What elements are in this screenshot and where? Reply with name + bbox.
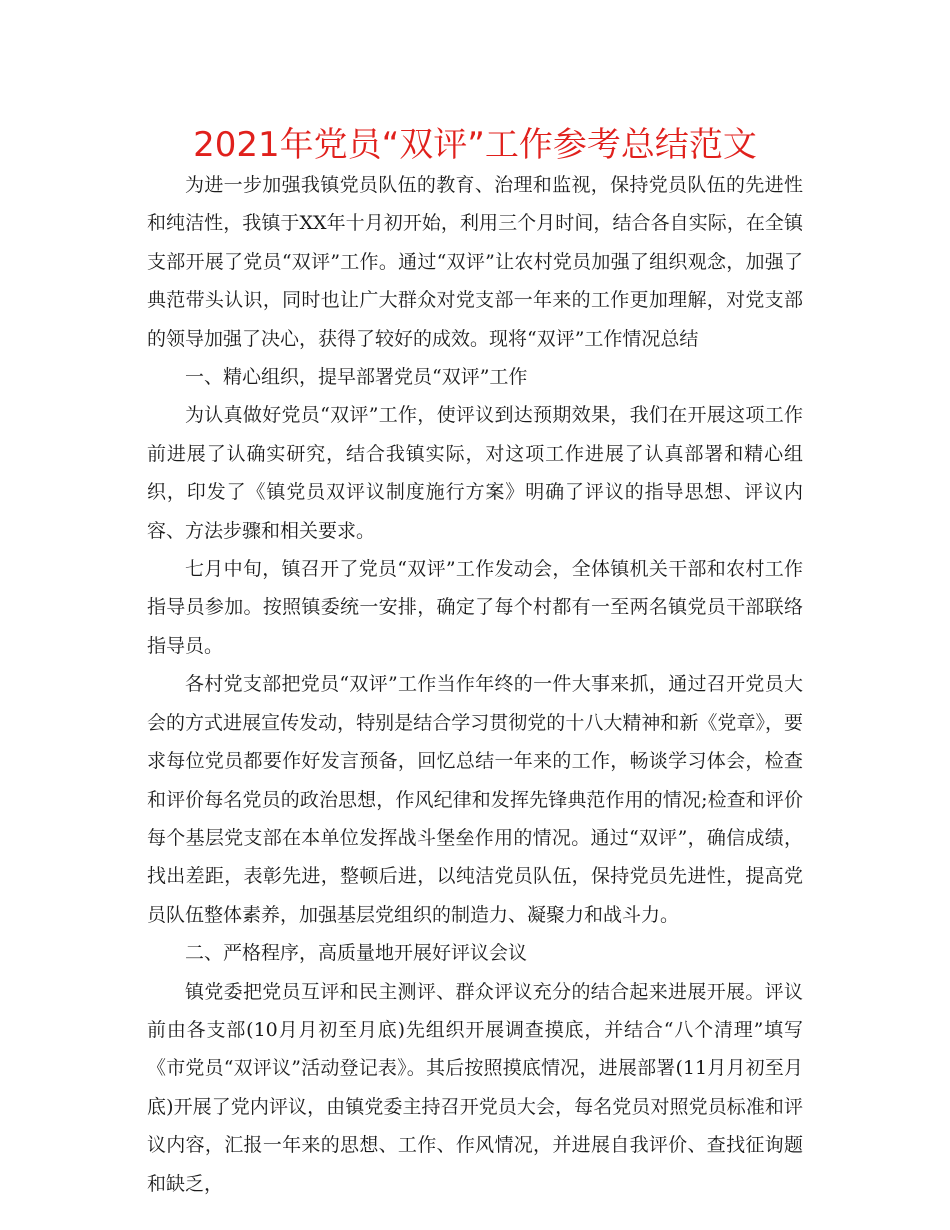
paragraph: 为认真做好党员“双评”工作，使评议到达预期效果，我们在开展这项工作前进展了认确实研究，结合我镇实际，对这项工作进展了认真部署和精心组织，印发了《镇党员双评议制度施行方案》明确了评议的指导思想、评议内容、方法步骤和相关要求。 bbox=[147, 404, 803, 542]
document-body bbox=[147, 166, 803, 1203]
paragraph: 各村党支部把党员“双评”工作当作年终的一件大事来抓，通过召开党员大会的方式进展宣传发动，特别是结合学习贯彻党的十八大精神和新《党章》，要求每位党员都要作好发言预备，回忆总结一年来的工作，畅谈学习体会，检查和评价每名党员的政治思想，作风纪律和发挥先锋典范作用的情况;检查和评价每个基层党支部在本单位发挥战斗堡垒作用的情况。通过“双评”，确信成绩，找出差距，表彰先进，整顿后进，以纯洁党员队伍，保持党员先进性，提高党员队伍整体素养，加强基层党组织的制造力、凝聚力和战斗力。 bbox=[147, 673, 803, 926]
paragraph-intro: 为进一步加强我镇党员队伍的教育、治理和监视，保持党员队伍的先进性和纯洁性，我镇于XX年十月初开始，利用三个月时间，结合各自实际，在全镇支部开展了党员“双评”工作。通过“双评”让农村党员加强了组织观念，加强了典范带头认识，同时也让广大群众对党支部一年来的工作更加理解，对党支部的领导加强了决心，获得了较好的成效。现将“双评”工作情况总结 bbox=[147, 174, 803, 350]
section-heading-1: 一、精心组织，提早部署党员“双评”工作 bbox=[185, 366, 528, 389]
paragraph: 镇党委把党员互评和民主测评、群众评议充分的结合起来进展开展。评议前由各支部(10月月初至月底)先组织开展调查摸底，并结合“八个清理”填写《市党员“双评议”活动登记表》。其后按照摸底情况，进展部署(11月月初至月底)开展了党内评议，由镇党委主持召开党员大会，每名党员对照党员标准和评议内容，汇报一年来的思想、工作、作风情况，并进展自我评价、查找征询题和缺乏， bbox=[147, 980, 803, 1195]
paragraph: 七月中旬，镇召开了党员“双评”工作发动会，全体镇机关干部和农村工作指导员参加。按照镇委统一安排，确定了每个村都有一至两名镇党员干部联络指导员。 bbox=[147, 558, 803, 657]
section-heading-2: 二、严格程序，高质量地开展好评议会议 bbox=[185, 942, 528, 965]
document-title: 2021年党员“双评”工作参考总结范文 bbox=[193, 125, 757, 165]
